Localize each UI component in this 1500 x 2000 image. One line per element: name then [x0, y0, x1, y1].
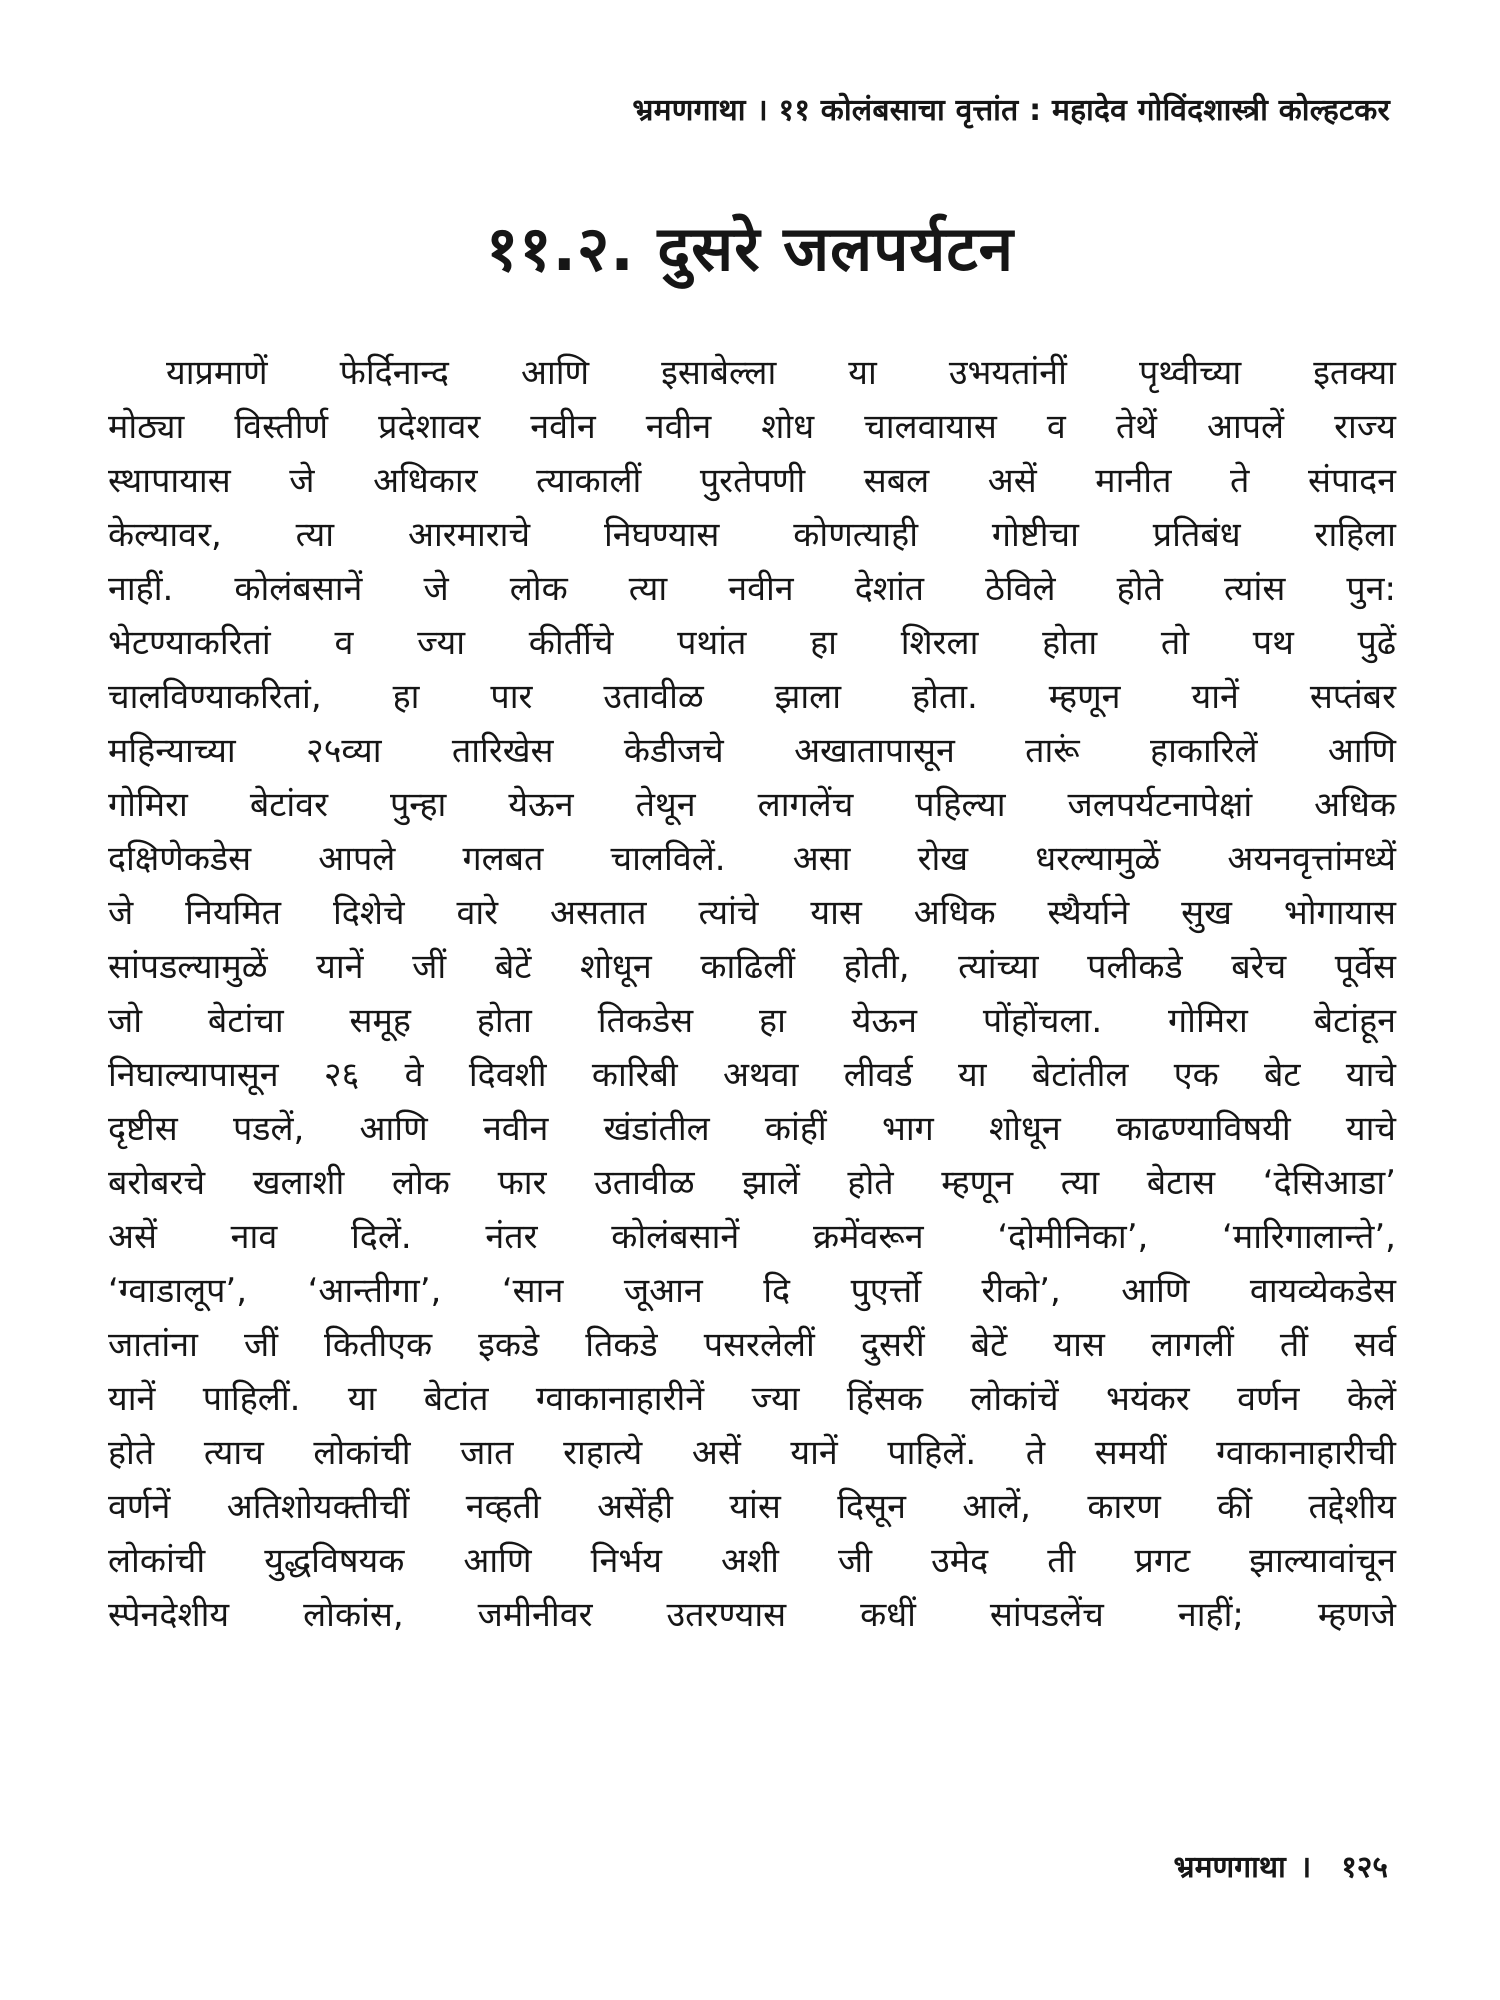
paragraph-line: वर्णनें अतिशोयक्तीचीं नव्हती असेंही यांस दिसून आलें, कारण कीं तद्देशीय [108, 1487, 1396, 1527]
paragraph-line: नाहीं. कोलंबसानें जे लोक त्या नवीन देशांत ठेविले होते त्यांस पुन: [108, 569, 1396, 609]
running-header: भ्रमणगाथा । ११ कोलंबसाचा वृत्तांत : महादेव गोविंदशास्त्री कोल्हटकर [632, 93, 1390, 128]
page-number: १२५ [1341, 1850, 1388, 1885]
paragraph-line: होते त्याच लोकांची जात राहात्ये असें यानें पाहिलें. ते समयीं ग्वाकानाहारीची [108, 1433, 1396, 1473]
paragraph-line: महिन्याच्या २५व्या तारिखेस केडीजचे अखातापासून तारूं हाकारिलें आणि [108, 731, 1396, 771]
paragraph-line: दक्षिणेकडेस आपले गलबत चालविलें. असा रोख धरल्यामुळें अयनवृत्तांमध्यें [108, 839, 1396, 879]
paragraph-line: स्पेनदेशीय लोकांस, जमीनीवर उतरण्यास कधीं सांपडलेंच नाहीं; म्हणजे [108, 1595, 1396, 1635]
paragraph-line: सांपडल्यामुळें यानें जीं बेटें शोधून काढिलीं होती, त्यांच्या पलीकडे बरेच पूर्वेस [108, 947, 1396, 987]
paragraph-line: दृष्टीस पडलें, आणि नवीन खंडांतील कांहीं भाग शोधून काढण्याविषयी याचे [108, 1109, 1396, 1149]
footer-separator: । [1299, 1850, 1312, 1885]
paragraph-line: बरोबरचे खलाशी लोक फार उतावीळ झालें होते म्हणून त्या बेटास ‘देसिआडा’ [108, 1163, 1396, 1203]
paragraph-line: असें नाव दिलें. नंतर कोलंबसानें क्रमेंवरून ‘दोमीनिका’, ‘मारिगालान्ते’, [108, 1217, 1396, 1257]
chapter-title: ११.२. दुसरे जलपर्यटन [485, 212, 1015, 285]
footer-book-title: भ्रमणगाथा [1173, 1850, 1286, 1885]
paragraph-line: केल्यावर, त्या आरमाराचे निघण्यास कोणत्याही गोष्टीचा प्रतिबंध राहिला [108, 515, 1396, 555]
paragraph-line: ‘ग्वाडालूप’, ‘आन्तीगा’, ‘सान जूआन दि पुएर्त्तो रीको’, आणि वायव्येकडेस [108, 1271, 1396, 1311]
paragraph-line: जे नियमित दिशेचे वारे असतात त्यांचे यास अधिक स्थैर्याने सुख भोगायास [108, 893, 1396, 933]
paragraph-line: भेटण्याकरितां व ज्या कीर्तीचे पथांत हा शिरला होता तो पथ पुढें [108, 623, 1396, 663]
paragraph-line: लोकांची युद्धविषयक आणि निर्भय अशी जी उमेद ती प्रगट झाल्यावांचून [108, 1541, 1396, 1581]
paragraph-line: चालविण्याकरितां, हा पार उतावीळ झाला होता. म्हणून यानें सप्तंबर [108, 677, 1396, 717]
paragraph-line: स्थापायास जे अधिकार त्याकालीं पुरतेपणी सबल असें मानीत ते संपादन [108, 461, 1396, 501]
paragraph-line: मोठ्या विस्तीर्ण प्रदेशावर नवीन नवीन शोध चालवायास व तेथें आपलें राज्य [108, 407, 1396, 447]
paragraph-line: यानें पाहिलीं. या बेटांत ग्वाकानाहारीनें ज्या हिंसक लोकांचें भयंकर वर्णन केलें [108, 1379, 1396, 1419]
paragraph-line: जातांना जीं कितीएक इकडे तिकडे पसरलेलीं दुसरीं बेटें यास लागलीं तीं सर्व [108, 1325, 1396, 1365]
paragraph-line: निघाल्यापासून २६ वे दिवशी कारिबी अथवा लीवर्ड या बेटांतील एक बेट याचे [108, 1055, 1396, 1095]
paragraph-line: याप्रमाणें फेर्दिनान्द आणि इसाबेल्ला या उभयतांनीं पृथ्वीच्या इतक्या [166, 353, 1396, 393]
running-footer [1173, 1845, 1388, 1886]
paragraph-line: गोमिरा बेटांवर पुन्हा येऊन तेथून लागलेंच पहिल्या जलपर्यटनापेक्षां अधिक [108, 785, 1396, 825]
paragraph-line: जो बेटांचा समूह होता तिकडेस हा येऊन पोंहोंचला. गोमिरा बेटांहून [108, 1001, 1396, 1041]
body-paragraph [108, 346, 1396, 1642]
